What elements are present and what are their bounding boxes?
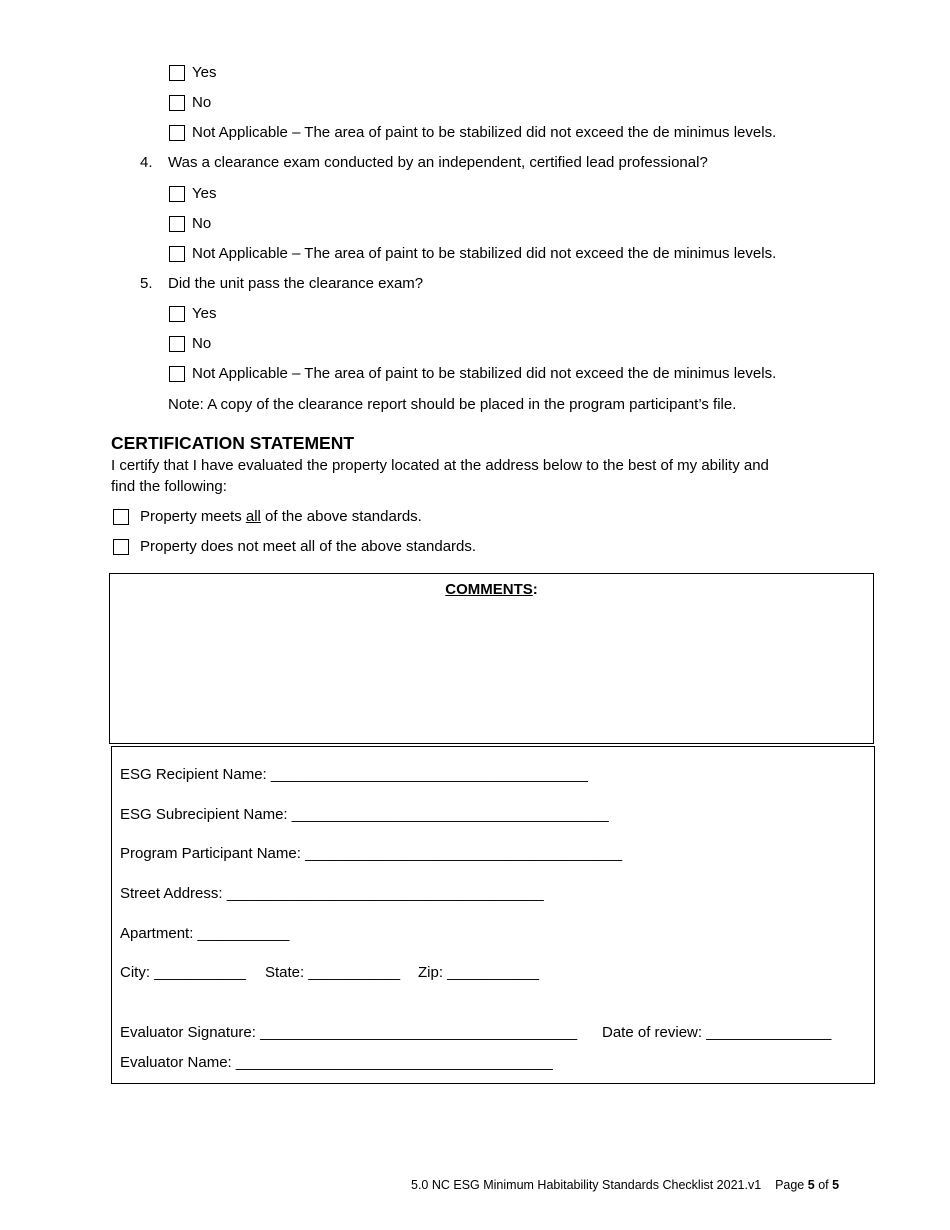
q4-no-checkbox[interactable] (169, 216, 185, 232)
evaluator-signature-field[interactable]: Evaluator Signature: ______________________________________ (120, 1024, 578, 1041)
q4-yes-label: Yes (192, 185, 217, 202)
meets-standards-label: Property meets all of the above standards. (140, 508, 422, 525)
q3-na-checkbox[interactable] (169, 125, 185, 141)
not-meets-standards-checkbox[interactable] (113, 539, 129, 555)
q3-na-label: Not Applicable – The area of paint to be stabilized did not exceed the de minimus levels. (192, 124, 777, 141)
clearance-note: Note: A copy of the clearance report should be placed in the program participant’s file. (168, 396, 737, 413)
q3-no-label: No (192, 94, 212, 111)
q4-number: 4. (140, 154, 153, 171)
q3-yes-label: Yes (192, 64, 217, 81)
page-footer: 5.0 NC ESG Minimum Habitability Standards Checklist 2021.v1 Page 5 of 5 (411, 1178, 840, 1192)
q4-na-checkbox[interactable] (169, 246, 185, 262)
q5-na-checkbox[interactable] (169, 366, 185, 382)
comments-box[interactable] (109, 573, 874, 744)
page-total: 5 (832, 1178, 840, 1192)
q4-na-label: Not Applicable – The area of paint to be stabilized did not exceed the de minimus levels. (192, 245, 777, 262)
q4-question: Was a clearance exam conducted by an independent, certified lead professional? (168, 154, 708, 171)
q5-question: Did the unit pass the clearance exam? (168, 275, 424, 292)
document-title: 5.0 NC ESG Minimum Habitability Standards Checklist 2021.v1 (411, 1178, 762, 1192)
street-address-field[interactable]: Street Address: ______________________________________ (120, 885, 544, 902)
city-field[interactable]: City: ___________ (120, 964, 246, 981)
q5-yes-label: Yes (192, 305, 217, 322)
page-number: 5 (807, 1178, 815, 1192)
evaluator-name-field[interactable]: Evaluator Name: ______________________________________ (120, 1054, 553, 1071)
participant-name-field[interactable]: Program Participant Name: ______________________________________ (120, 845, 623, 862)
certification-line-2: find the following: (111, 478, 227, 495)
apartment-field[interactable]: Apartment: ___________ (120, 925, 290, 942)
certification-heading: CERTIFICATION STATEMENT (111, 433, 355, 453)
date-of-review-field[interactable]: Date of review: _______________ (602, 1024, 832, 1041)
not-meets-standards-label: Property does not meet all of the above standards. (140, 538, 477, 555)
q5-no-checkbox[interactable] (169, 336, 185, 352)
recipient-name-field[interactable]: ESG Recipient Name: ______________________________________ (120, 766, 588, 783)
q3-no-checkbox[interactable] (169, 95, 185, 111)
certification-line-1: I certify that I have evaluated the property located at the address below to the best of my ability and (111, 457, 769, 474)
zip-field[interactable]: Zip: ___________ (418, 964, 539, 981)
q4-yes-checkbox[interactable] (169, 186, 185, 202)
q3-yes-checkbox[interactable] (169, 65, 185, 81)
state-field[interactable]: State: ___________ (265, 964, 401, 981)
q5-no-label: No (192, 335, 212, 352)
q5-yes-checkbox[interactable] (169, 306, 185, 322)
comments-title: COMMENTS: (445, 581, 538, 598)
q5-number: 5. (140, 275, 153, 292)
subrecipient-name-field[interactable]: ESG Subrecipient Name: ______________________________________ (120, 806, 609, 823)
q4-no-label: No (192, 215, 212, 232)
meets-standards-checkbox[interactable] (113, 509, 129, 525)
q5-na-label: Not Applicable – The area of paint to be stabilized did not exceed the de minimus levels. (192, 365, 777, 382)
